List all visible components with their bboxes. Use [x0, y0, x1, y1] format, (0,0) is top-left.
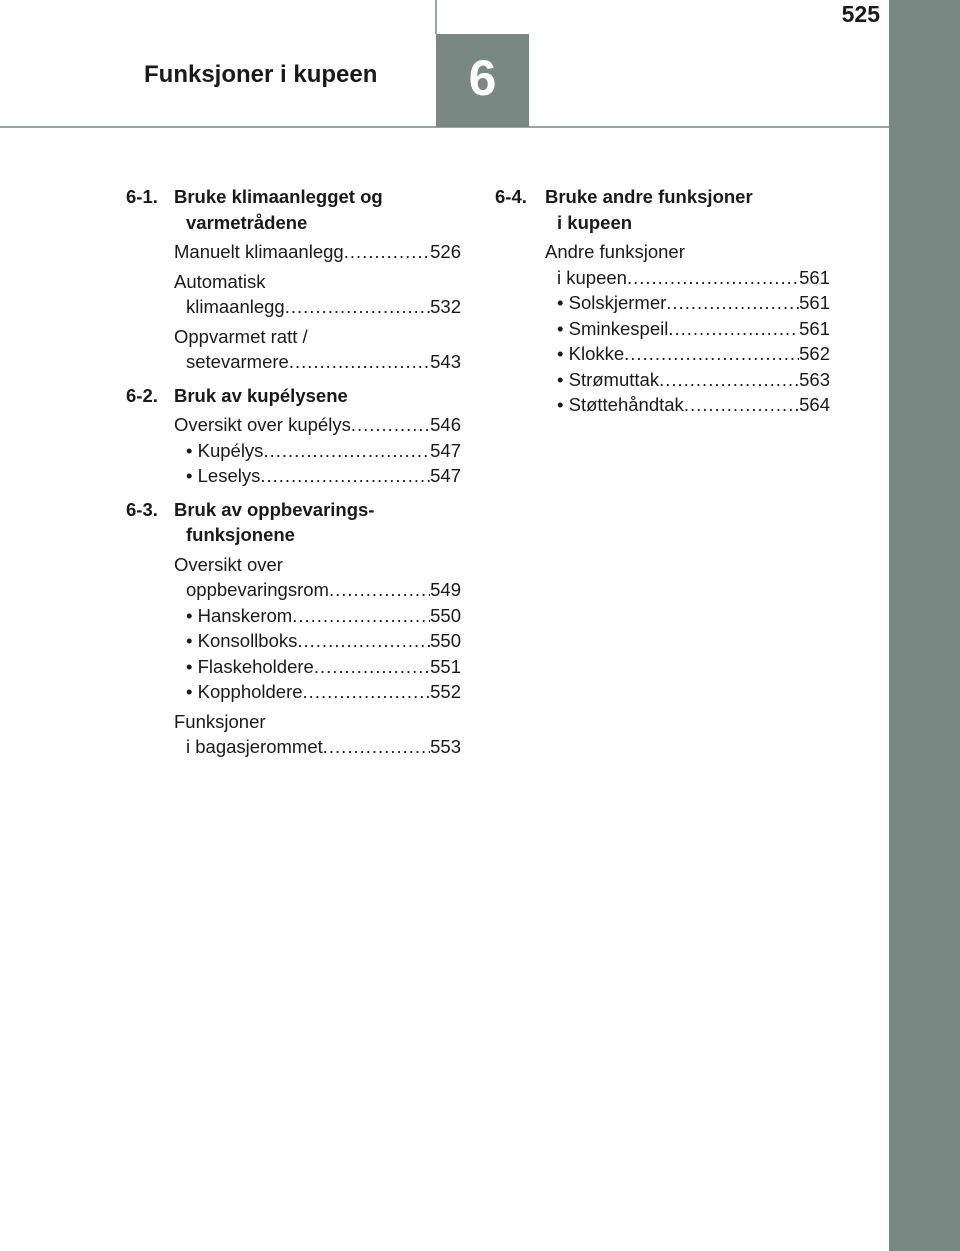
- toc-entry[interactable]: [126, 734, 461, 760]
- page-number: 525: [841, 1, 880, 27]
- page-ref: 563: [799, 368, 830, 390]
- leader-dots: [323, 734, 430, 760]
- page-ref: 546: [430, 414, 461, 435]
- page-ref: 526: [430, 241, 461, 262]
- section-title-cont: i kupeen: [557, 211, 633, 233]
- entry-text: Oversikt over kupélys: [174, 414, 351, 435]
- page-ref: 561: [799, 266, 830, 288]
- toc-entry[interactable]: [126, 349, 461, 375]
- section-number: 6-4.: [495, 186, 527, 207]
- section-title: Bruke klimaanlegget og: [174, 186, 383, 207]
- entry-text: klimaanlegg: [186, 296, 285, 317]
- entry-text: • Støttehåndtak: [557, 394, 684, 415]
- entry-text: • Sminkespeil: [557, 317, 669, 339]
- page-ref: 561: [799, 317, 830, 339]
- entry-text: oppbevaringsrom: [186, 579, 329, 600]
- page-ref: 547: [430, 439, 461, 461]
- chapter-title: Funksjoner i kupeen: [144, 61, 378, 88]
- section-number: 6-3.: [126, 498, 158, 520]
- toc-entry[interactable]: [495, 367, 830, 393]
- leader-dots: [329, 577, 430, 603]
- entry-text: i bagasjerommet: [186, 736, 323, 757]
- leader-dots: [297, 628, 430, 654]
- entry-text: • Konsollboks: [186, 630, 298, 651]
- toc-entry[interactable]: [126, 463, 461, 489]
- leader-dots: [668, 316, 799, 342]
- toc-entry[interactable]: [126, 679, 461, 705]
- entry-text: • Strømuttak: [557, 368, 660, 390]
- toc-entry[interactable]: [126, 577, 461, 603]
- entry-text: Andre funksjoner: [545, 241, 685, 262]
- leader-dots: [344, 239, 430, 265]
- toc-entry[interactable]: [126, 412, 461, 438]
- leader-dots: [285, 294, 430, 320]
- entry-text: Automatisk: [174, 270, 266, 292]
- toc-entry[interactable]: [495, 316, 830, 342]
- leader-dots: [260, 463, 430, 489]
- section-heading[interactable]: [126, 184, 461, 235]
- toc-left-column: [126, 184, 461, 760]
- page-ref: 551: [430, 655, 461, 677]
- entry-text: Manuelt klimaanlegg: [174, 241, 344, 262]
- section-number: 6-1.: [126, 186, 158, 207]
- page-ref: 547: [430, 465, 461, 486]
- section-number: 6-2.: [126, 384, 158, 406]
- entry-text: Funksjoner: [174, 710, 266, 732]
- toc-entry[interactable]: [126, 603, 461, 629]
- entry-text: Oppvarmet ratt /: [174, 325, 308, 347]
- page-ref: 552: [430, 681, 461, 702]
- page-ref: 543: [430, 351, 461, 372]
- entry-text: setevarmere: [186, 351, 289, 372]
- toc-entry[interactable]: [126, 239, 461, 265]
- toc-right-column: [495, 184, 830, 418]
- chapter-number-block: [436, 34, 529, 127]
- leader-dots: [263, 438, 430, 464]
- leader-dots: [292, 603, 430, 629]
- leader-dots: [303, 679, 431, 705]
- toc-entry[interactable]: [495, 290, 830, 316]
- section-title: Bruk av kupélysene: [174, 384, 348, 406]
- toc-entry[interactable]: [126, 628, 461, 654]
- leader-dots: [624, 341, 799, 367]
- section-title-cont: varmetrådene: [186, 211, 308, 233]
- leader-dots: [627, 265, 799, 291]
- section-heading[interactable]: [126, 383, 461, 409]
- side-tab-bar: [889, 0, 960, 1251]
- section-title: Bruke andre funksjoner: [545, 186, 753, 207]
- toc-entry[interactable]: [126, 654, 461, 680]
- section-title: Bruk av oppbevarings-: [174, 498, 375, 520]
- leader-dots: [659, 367, 799, 393]
- leader-dots: [314, 654, 430, 680]
- section-heading[interactable]: [495, 184, 830, 235]
- entry-text: • Koppholdere: [186, 681, 303, 702]
- entry-text: Oversikt over: [174, 553, 283, 575]
- leader-dots: [289, 349, 430, 375]
- page-ref: 553: [430, 736, 461, 757]
- page-ref: 550: [430, 630, 461, 651]
- page-ref: 564: [799, 394, 830, 415]
- entry-text: • Kupélys: [186, 439, 264, 461]
- page-ref: 532: [430, 296, 461, 317]
- entry-text: • Solskjermer: [557, 292, 667, 313]
- entry-text: • Hanskerom: [186, 604, 293, 626]
- toc-entry[interactable]: [495, 265, 830, 291]
- page-ref: 562: [799, 343, 830, 364]
- leader-dots: [684, 392, 799, 418]
- chapter-number: 6: [468, 50, 497, 106]
- section-heading[interactable]: [126, 497, 461, 548]
- entry-text: • Klokke: [557, 343, 625, 364]
- section-title-cont: funksjonene: [186, 524, 295, 545]
- page-ref: 549: [430, 579, 461, 600]
- header-divider: [435, 0, 437, 34]
- entry-text: • Leselys: [186, 465, 261, 486]
- page-ref: 550: [430, 604, 461, 626]
- toc-entry[interactable]: [495, 341, 830, 367]
- toc-entry[interactable]: [126, 294, 461, 320]
- page-ref: 561: [799, 292, 830, 313]
- leader-dots: [666, 290, 799, 316]
- toc-entry[interactable]: [126, 438, 461, 464]
- entry-text: • Flaskeholdere: [186, 655, 314, 677]
- entry-text: i kupeen: [557, 266, 627, 288]
- leader-dots: [351, 412, 430, 438]
- toc-entry[interactable]: [495, 392, 830, 418]
